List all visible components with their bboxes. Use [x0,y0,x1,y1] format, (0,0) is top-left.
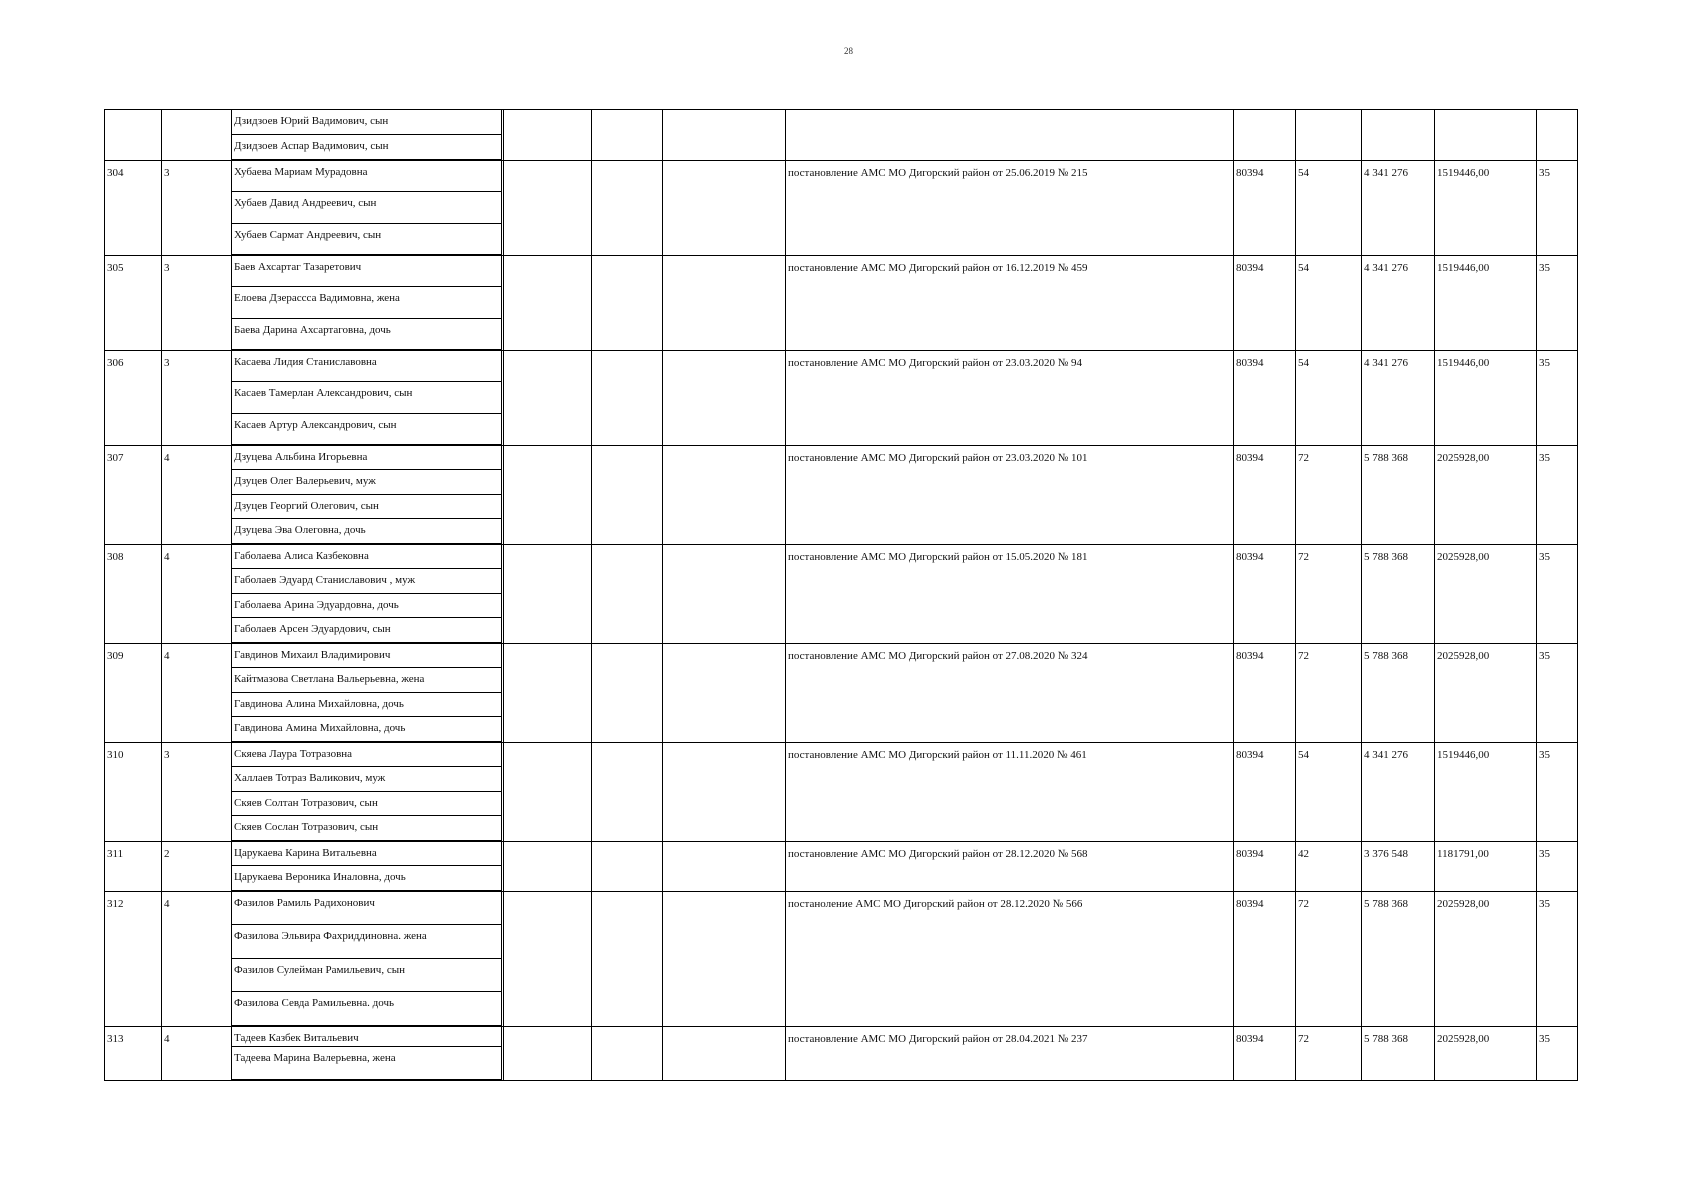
empty-cell [504,446,592,545]
count-cell [162,256,232,351]
percent-value: 35 [1539,898,1550,910]
percent-value: 35 [1539,262,1550,274]
members-cell [232,842,504,892]
family-member: Гавдинов Михаил Владимирович [232,644,502,668]
empty-cell [504,644,592,743]
table-row [105,256,1578,351]
percent-cell [1537,644,1578,743]
no-value: 307 [107,452,124,464]
no-cell [105,161,162,256]
doc-value: постановление АМС МО Дигорский район от 28.12.2020 № 568 [788,848,1088,860]
count-value [162,110,231,116]
area-value: 72 [1298,650,1309,662]
family-member: Фазилов Сулейман Рамильевич, сын [232,959,502,992]
family-member: Хубаева Мариам Мурадовна [232,161,502,192]
percent-cell [1537,256,1578,351]
price-value: 3 376 548 [1364,848,1408,860]
family-member: Касаева Лидия Станиславовна [232,351,502,382]
table-row [105,545,1578,644]
code-value: 80394 [1236,551,1264,563]
family-member: Касаев Артур Александрович, сын [232,414,502,445]
price-cell [1362,161,1435,256]
family-member: Халлаев Тотраз Валикович, муж [232,767,502,792]
table-row [105,446,1578,545]
empty-cell [663,892,786,1027]
code-value: 80394 [1236,650,1264,662]
empty-cell [592,161,663,256]
empty-cell [592,892,663,1027]
members-cell [232,545,504,644]
members-cell [232,110,504,161]
empty-cell [592,446,663,545]
empty-cell [592,256,663,351]
no-cell [105,110,162,161]
no-value: 311 [107,848,124,860]
family-member: Дзуцев Олег Валерьевич, муж [232,470,502,495]
price-value: 5 788 368 [1364,1033,1408,1045]
table-row [105,161,1578,256]
empty-cell [663,351,786,446]
empty-cell [592,743,663,842]
sum-cell [1435,743,1537,842]
sum-value: 1519446,00 [1437,357,1490,369]
sum-cell [1435,446,1537,545]
empty-cell [592,110,663,161]
percent-cell [1537,1027,1578,1081]
price-cell [1362,110,1435,161]
empty-cell [663,446,786,545]
registry-table [104,109,1578,1081]
price-cell [1362,644,1435,743]
sum-cell [1435,351,1537,446]
doc-value: постановление АМС МО Дигорский район от 28.04.2021 № 237 [788,1033,1088,1045]
sum-value: 2025928,00 [1437,1033,1490,1045]
members-cell [232,644,504,743]
empty-cell [663,545,786,644]
family-member: Скяева Лаура Тотразовна [232,743,502,767]
sum-cell [1435,256,1537,351]
price-cell [1362,545,1435,644]
code-value: 80394 [1236,262,1264,274]
page-number: 28 [844,46,853,56]
count-cell [162,644,232,743]
no-cell [105,1027,162,1081]
count-value: 3 [164,749,170,761]
sum-value: 2025928,00 [1437,452,1490,464]
price-cell [1362,842,1435,892]
area-cell [1296,644,1362,743]
price-cell [1362,351,1435,446]
doc-cell [786,446,1234,545]
area-value: 54 [1298,262,1309,274]
sum-value: 1519446,00 [1437,749,1490,761]
empty-cell [504,1027,592,1081]
doc-cell [786,545,1234,644]
no-value: 304 [107,167,124,179]
sum-cell [1435,1027,1537,1081]
percent-value: 35 [1539,452,1550,464]
empty-cell [592,1027,663,1081]
count-cell [162,842,232,892]
code-value: 80394 [1236,898,1264,910]
doc-value [786,110,1233,116]
price-cell [1362,892,1435,1027]
price-value: 4 341 276 [1364,357,1408,369]
code-cell [1234,110,1296,161]
sum-value [1435,110,1536,116]
percent-cell [1537,351,1578,446]
family-member: Кайтмазова Светлана Вальерьевна, жена [232,668,502,693]
code-cell [1234,892,1296,1027]
doc-value: постановление АМС МО Дигорский район от 16.12.2019 № 459 [788,262,1088,274]
doc-value: постановление АМС МО Дигорский район от 27.08.2020 № 324 [788,650,1088,662]
doc-cell [786,256,1234,351]
percent-value: 35 [1539,650,1550,662]
family-member: Габолаева Алиса Казбековна [232,545,502,569]
family-member: Тадеева Марина Валерьевна, жена [232,1047,502,1080]
percent-value: 35 [1539,1033,1550,1045]
count-cell [162,1027,232,1081]
percent-cell [1537,545,1578,644]
area-value [1296,110,1361,116]
doc-cell [786,892,1234,1027]
price-cell [1362,743,1435,842]
price-value: 5 788 368 [1364,551,1408,563]
area-value: 72 [1298,551,1309,563]
family-member: Скяев Сослан Тотразович, сын [232,816,502,841]
price-value: 5 788 368 [1364,898,1408,910]
table-row [105,110,1578,161]
area-cell [1296,892,1362,1027]
count-value: 2 [164,848,170,860]
sum-cell [1435,644,1537,743]
percent-cell [1537,161,1578,256]
price-value: 5 788 368 [1364,650,1408,662]
percent-cell [1537,743,1578,842]
empty-cell [663,110,786,161]
family-member: Габолаева Арина Эдуардовна, дочь [232,594,502,618]
price-value: 4 341 276 [1364,749,1408,761]
count-value: 4 [164,898,170,910]
empty-cell [663,842,786,892]
percent-cell [1537,842,1578,892]
area-value: 72 [1298,898,1309,910]
doc-cell [786,1027,1234,1081]
code-value: 80394 [1236,357,1264,369]
family-member: Фазилова Севда Рамильевна. дочь [232,992,502,1026]
family-member: Хубаев Сармат Андреевич, сын [232,224,502,255]
price-cell [1362,446,1435,545]
empty-cell [504,842,592,892]
registry-body [105,110,1578,1081]
price-cell [1362,256,1435,351]
table-row [105,842,1578,892]
doc-value: постановление АМС МО Дигорский район от 23.03.2020 № 101 [788,452,1088,464]
empty-cell [504,743,592,842]
sum-cell [1435,161,1537,256]
no-cell [105,842,162,892]
no-value: 310 [107,749,124,761]
no-value: 313 [107,1033,124,1045]
percent-value: 35 [1539,357,1550,369]
sum-cell [1435,110,1537,161]
code-cell [1234,842,1296,892]
percent-cell [1537,110,1578,161]
no-value: 309 [107,650,124,662]
code-cell [1234,256,1296,351]
family-member: Гавдинова Алина Михайловна, дочь [232,693,502,717]
empty-cell [592,644,663,743]
area-value: 54 [1298,167,1309,179]
percent-value: 35 [1539,167,1550,179]
code-value: 80394 [1236,848,1264,860]
percent-value: 35 [1539,551,1550,563]
table-row [105,351,1578,446]
family-member: Елоева Дзерассса Вадимовна, жена [232,287,502,319]
area-cell [1296,743,1362,842]
count-value: 4 [164,452,170,464]
code-value: 80394 [1236,452,1264,464]
doc-cell [786,110,1234,161]
count-value: 3 [164,262,170,274]
empty-cell [663,743,786,842]
doc-value: постановление АМС МО Дигорский район от 15.05.2020 № 181 [788,551,1088,563]
family-member: Хубаев Давид Андреевич, сын [232,192,502,224]
price-value: 5 788 368 [1364,452,1408,464]
sum-cell [1435,842,1537,892]
code-value: 80394 [1236,749,1264,761]
empty-cell [663,644,786,743]
no-value: 308 [107,551,124,563]
count-value: 4 [164,650,170,662]
code-cell [1234,545,1296,644]
doc-value: постановление АМС МО Дигорский район от 11.11.2020 № 461 [788,749,1087,761]
no-cell [105,446,162,545]
area-cell [1296,545,1362,644]
doc-value: постановление АМС МО Дигорский район от 25.06.2019 № 215 [788,167,1088,179]
empty-cell [592,351,663,446]
no-value: 306 [107,357,124,369]
members-cell [232,892,504,1027]
family-member: Баева Дарина Ахсартаговна, дочь [232,319,502,350]
percent-cell [1537,892,1578,1027]
price-value [1362,110,1434,116]
no-cell [105,351,162,446]
empty-cell [504,351,592,446]
members-cell [232,161,504,256]
empty-cell [663,1027,786,1081]
empty-cell [504,545,592,644]
count-value: 3 [164,357,170,369]
code-cell [1234,644,1296,743]
members-cell [232,446,504,545]
count-cell [162,892,232,1027]
family-member: Царукаева Карина Витальевна [232,842,502,866]
count-value: 4 [164,551,170,563]
members-cell [232,256,504,351]
family-member: Дзуцева Альбина Игорьевна [232,446,502,470]
family-member: Дзидзоев Аспар Вадимович, сын [232,135,502,160]
area-value: 54 [1298,357,1309,369]
area-value: 54 [1298,749,1309,761]
area-cell [1296,1027,1362,1081]
doc-value: постановление АМС МО Дигорский район от 23.03.2020 № 94 [788,357,1083,369]
family-member: Царукаева Вероника Иналовна, дочь [232,866,502,891]
family-member: Касаев Тамерлан Александрович, сын [232,382,502,414]
family-member: Гавдинова Амина Михайловна, дочь [232,717,502,742]
area-cell [1296,446,1362,545]
area-cell [1296,351,1362,446]
sum-value: 1519446,00 [1437,262,1490,274]
count-cell [162,351,232,446]
sum-cell [1435,545,1537,644]
count-cell [162,110,232,161]
registry-table-wrapper [104,109,1571,1081]
area-cell [1296,256,1362,351]
empty-cell [663,161,786,256]
family-member: Баев Ахсартаг Тазаретович [232,256,502,287]
doc-value: постаноление АМС МО Дигорский район от 28.12.2020 № 566 [788,898,1083,910]
sum-value: 1181791,00 [1437,848,1489,860]
no-cell [105,644,162,743]
family-member: Тадеев Казбек Витальевич [232,1027,502,1047]
table-row [105,644,1578,743]
table-row [105,892,1578,1027]
count-cell [162,545,232,644]
family-member: Габолаев Эдуард Станиславович , муж [232,569,502,594]
code-cell [1234,351,1296,446]
code-value: 80394 [1236,167,1264,179]
doc-cell [786,351,1234,446]
code-cell [1234,161,1296,256]
empty-cell [504,161,592,256]
count-cell [162,446,232,545]
family-member: Дзуцев Георгий Олегович, сын [232,495,502,519]
percent-value [1537,110,1577,116]
empty-cell [504,892,592,1027]
code-cell [1234,446,1296,545]
members-cell [232,1027,504,1081]
sum-cell [1435,892,1537,1027]
count-cell [162,743,232,842]
table-row [105,743,1578,842]
family-member: Фазилова Эльвира Фахриддиновна. жена [232,925,502,959]
no-value [105,110,161,116]
count-value: 3 [164,167,170,179]
no-cell [105,743,162,842]
members-cell [232,351,504,446]
family-member: Дзидзоев Юрий Вадимович, сын [232,110,502,135]
area-cell [1296,161,1362,256]
table-row [105,1027,1578,1081]
no-cell [105,892,162,1027]
empty-cell [504,110,592,161]
count-value: 4 [164,1033,170,1045]
no-value: 312 [107,898,124,910]
percent-value: 35 [1539,749,1550,761]
doc-cell [786,161,1234,256]
code-value [1234,110,1295,116]
area-cell [1296,842,1362,892]
percent-value: 35 [1539,848,1550,860]
family-member: Дзуцева Эва Олеговна, дочь [232,519,502,544]
sum-value: 2025928,00 [1437,650,1490,662]
code-cell [1234,1027,1296,1081]
no-cell [105,545,162,644]
doc-cell [786,842,1234,892]
doc-cell [786,743,1234,842]
sum-value: 2025928,00 [1437,898,1490,910]
code-cell [1234,743,1296,842]
members-cell [232,743,504,842]
family-member: Габолаев Арсен Эдуардович, сын [232,618,502,643]
code-value: 80394 [1236,1033,1264,1045]
price-cell [1362,1027,1435,1081]
doc-cell [786,644,1234,743]
empty-cell [504,256,592,351]
price-value: 4 341 276 [1364,167,1408,179]
empty-cell [592,545,663,644]
empty-cell [592,842,663,892]
area-value: 42 [1298,848,1309,860]
sum-value: 2025928,00 [1437,551,1490,563]
area-value: 72 [1298,1033,1309,1045]
price-value: 4 341 276 [1364,262,1408,274]
family-member: Скяев Солтан Тотразович, сын [232,792,502,816]
sum-value: 1519446,00 [1437,167,1490,179]
empty-cell [663,256,786,351]
family-member: Фазилов Рамиль Радихонович [232,892,502,925]
no-value: 305 [107,262,124,274]
area-cell [1296,110,1362,161]
count-cell [162,161,232,256]
area-value: 72 [1298,452,1309,464]
percent-cell [1537,446,1578,545]
no-cell [105,256,162,351]
